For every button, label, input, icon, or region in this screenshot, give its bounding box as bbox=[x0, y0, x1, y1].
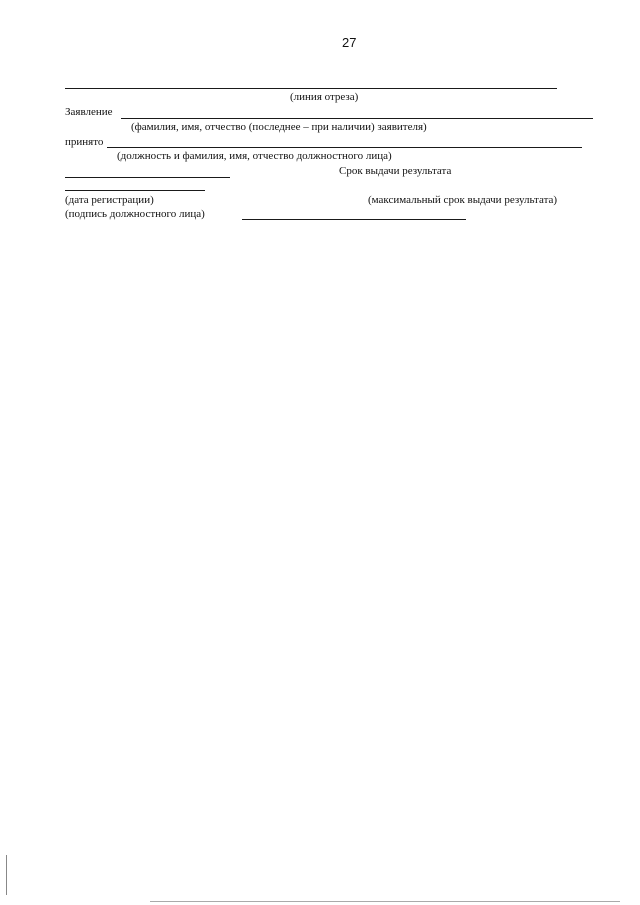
applicant-name-field bbox=[121, 118, 593, 119]
accepted-label: принято bbox=[65, 136, 104, 148]
official-caption: (должность и фамилия, имя, отчество должностного лица) bbox=[117, 150, 392, 162]
applicant-caption: (фамилия, имя, отчество (последнее – при наличии) заявителя) bbox=[131, 121, 427, 133]
official-name-field bbox=[107, 147, 582, 148]
cut-line-label: (линия отреза) bbox=[290, 91, 359, 103]
scan-bottom-mark bbox=[150, 901, 620, 902]
official-signature-field bbox=[242, 219, 466, 220]
scan-edge-mark bbox=[6, 855, 7, 895]
registration-date-field-2 bbox=[65, 190, 205, 191]
deadline-label: Срок выдачи результата bbox=[339, 165, 452, 177]
registration-date-caption: (дата регистрации) bbox=[65, 194, 154, 206]
official-signature-caption: (подпись должностного лица) bbox=[65, 208, 205, 220]
application-label: Заявление bbox=[65, 106, 113, 118]
page-number: 27 bbox=[342, 35, 357, 50]
registration-date-field bbox=[65, 177, 230, 178]
cut-line bbox=[65, 88, 557, 89]
max-deadline-caption: (максимальный срок выдачи результата) bbox=[368, 194, 558, 206]
